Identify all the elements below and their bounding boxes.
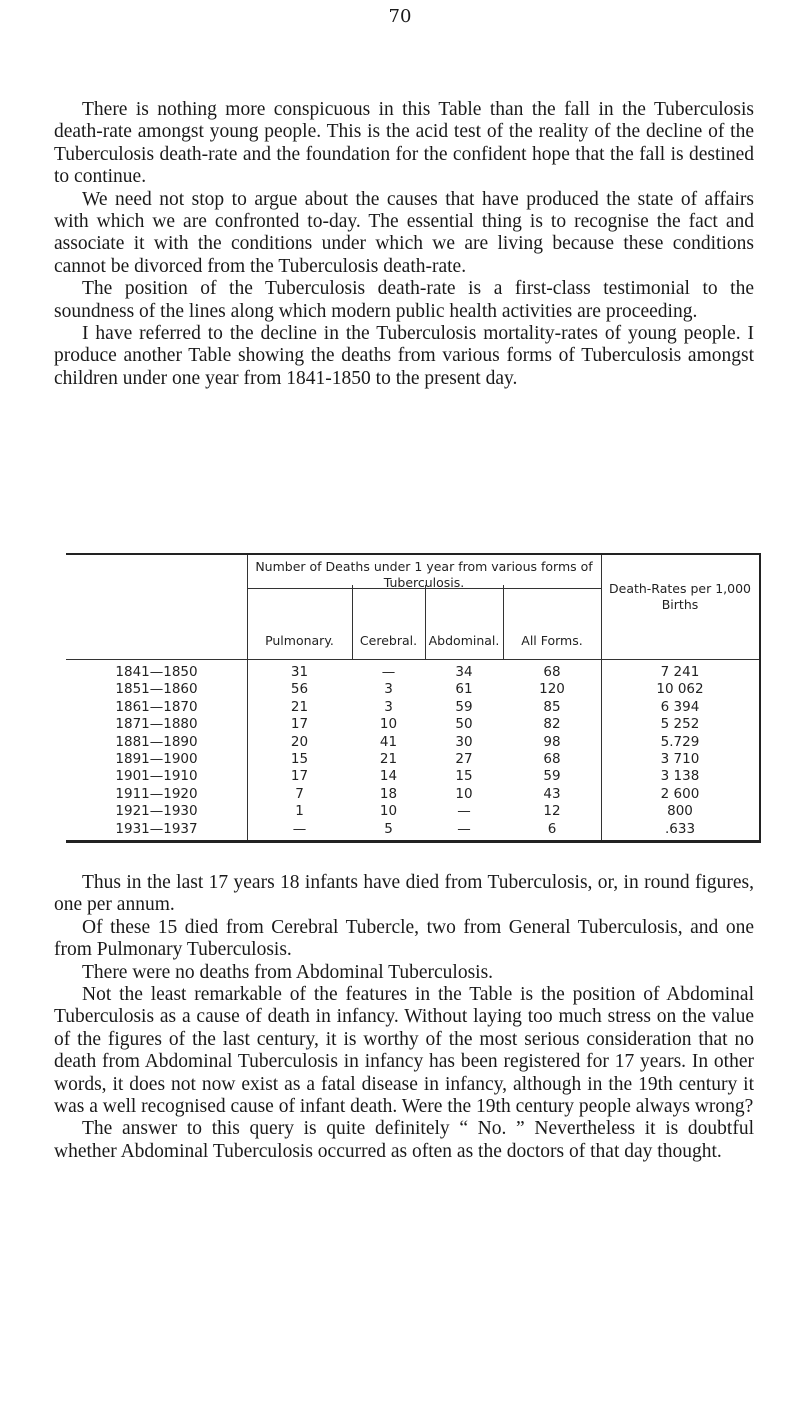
mortality-table bbox=[66, 553, 761, 843]
cerebral-cell: 3 bbox=[384, 681, 393, 698]
pulmonary-cell: 17 bbox=[290, 768, 309, 785]
column-header: Pulmonary. bbox=[265, 633, 334, 648]
all-forms-cell: 59 bbox=[543, 768, 561, 785]
period-cell: 1871—1880 bbox=[115, 716, 198, 733]
page-number: 70 bbox=[388, 6, 412, 27]
period-cell: 1931—1937 bbox=[115, 820, 198, 837]
death-rate-cell: .633 bbox=[664, 820, 696, 837]
period-cell: 1911—1920 bbox=[115, 785, 198, 802]
all-forms-cell: 120 bbox=[539, 681, 565, 698]
abdominal-cell: 50 bbox=[455, 716, 473, 733]
death-rate-cell: 2 600 bbox=[660, 785, 700, 802]
all-forms-cell: 68 bbox=[543, 664, 561, 680]
column-header: All Forms. bbox=[521, 633, 583, 648]
death-rate-cell: 3 138 bbox=[660, 768, 700, 785]
death-rate-cell: 6 394 bbox=[660, 698, 700, 715]
pulmonary-cell: 7 bbox=[295, 785, 304, 802]
pulmonary-cell: 17 bbox=[290, 716, 309, 733]
paragraph: There were no deaths from Abdominal Tuberculosis. bbox=[82, 961, 494, 983]
rate-header: Death-Rates per 1,000 Births bbox=[609, 581, 751, 612]
abdominal-cell: 27 bbox=[455, 751, 473, 767]
pulmonary-cell: 15 bbox=[290, 751, 309, 767]
paragraph: The position of the Tuberculosis death-rate is a first-class testimonial to the soundness of the lines along which modern public health activities are proceeding. bbox=[54, 278, 754, 322]
abdominal-cell: 10 bbox=[455, 785, 473, 802]
paragraph: I have referred to the decline in the Tuberculosis mortality-rates of young people. I produce another Table showing the deaths from various forms of Tuberculosis amongst children under one year from 1841-1850 to the present day. bbox=[54, 323, 754, 389]
paragraph: The answer to this query is quite definitely “ No. ” Nevertheless it is doubtful whether Abdominal Tuberculosis occurred as often as the doctors of that day thought. bbox=[54, 1118, 754, 1162]
paragraph: Thus in the last 17 years 18 infants have died from Tuberculosis, or, in round figures, one per annum. bbox=[54, 872, 754, 916]
abdominal-cell: 61 bbox=[455, 681, 473, 698]
all-forms-cell: 98 bbox=[543, 733, 561, 750]
death-rate-cell: 10 062 bbox=[656, 681, 704, 698]
cerebral-cell: 18 bbox=[379, 785, 398, 802]
column-header: Cerebral. bbox=[359, 633, 418, 648]
abdominal-cell: 15 bbox=[455, 768, 473, 785]
all-forms-cell: 68 bbox=[543, 751, 561, 767]
pulmonary-cell: 21 bbox=[290, 698, 309, 715]
death-rate-cell: 5 252 bbox=[660, 716, 700, 733]
all-forms-cell: 12 bbox=[543, 803, 561, 820]
abdominal-cell: — bbox=[457, 803, 471, 820]
death-rate-cell: 800 bbox=[667, 803, 693, 820]
cerebral-cell: 21 bbox=[379, 751, 398, 767]
death-rate-cell: 7 241 bbox=[660, 664, 700, 680]
pulmonary-cell: 20 bbox=[290, 733, 309, 750]
cerebral-cell: 3 bbox=[384, 698, 393, 715]
death-rate-cell: 5.729 bbox=[660, 733, 700, 750]
period-cell: 1851—1860 bbox=[115, 681, 198, 698]
pulmonary-cell: — bbox=[292, 820, 307, 837]
paragraph: We need not stop to argue about the causes that have produced the state of affairs with which we are confronted to-day. The essential thing is to recognise the fact and associate it with the conditions under which we are living because these conditions cannot be divorced from the Tuberculosis death-rate. bbox=[54, 188, 754, 277]
column-header: Abdominal. bbox=[428, 633, 500, 648]
cerebral-cell: — bbox=[381, 664, 396, 680]
group-header: Number of Deaths under 1 year from various forms of Tuberculosis. bbox=[255, 559, 593, 590]
paragraph: There is nothing more conspicuous in this Table than the fall in the Tuberculosis death-rate amongst young people. This is the acid test of the reality of the decline of the Tuberculosis death-rate and the foundation for the confident hope that the fall is destined to continue. bbox=[54, 99, 754, 188]
abdominal-cell: 59 bbox=[455, 698, 473, 715]
all-forms-cell: 85 bbox=[543, 698, 561, 715]
pulmonary-cell: 31 bbox=[290, 664, 309, 680]
cerebral-cell: 41 bbox=[379, 733, 398, 750]
all-forms-cell: 82 bbox=[543, 716, 561, 733]
cerebral-cell: 5 bbox=[384, 820, 393, 837]
abdominal-cell: 34 bbox=[455, 664, 473, 680]
paragraph: Not the least remarkable of the features in the Table is the position of Abdominal Tuberculosis as a cause of death in infancy. Without laying too much stress on the value of the figures of the last century, it is worthy of the most serious consideration that no death from Abdominal Tuberculosis in infancy has been registered for 17 years. In other words, it does not now exist as a fatal disease in infancy, although in the 19th century it was a well recognised cause of infant death. Were the 19th century people always wrong? bbox=[54, 984, 754, 1118]
all-forms-cell: 6 bbox=[547, 820, 557, 837]
cerebral-cell: 14 bbox=[379, 768, 398, 785]
all-forms-cell: 43 bbox=[543, 785, 561, 802]
period-cell: 1891—1900 bbox=[115, 751, 198, 767]
pulmonary-cell: 1 bbox=[295, 803, 304, 820]
period-cell: 1921—1930 bbox=[115, 803, 198, 820]
cerebral-cell: 10 bbox=[379, 716, 398, 733]
paragraph: Of these 15 died from Cerebral Tubercle, two from General Tuberculosis, and one from Pulmonary Tuberculosis. bbox=[54, 916, 754, 961]
abdominal-cell: — bbox=[457, 820, 471, 837]
period-cell: 1861—1870 bbox=[115, 698, 198, 715]
pulmonary-cell: 56 bbox=[290, 681, 309, 698]
cerebral-cell: 10 bbox=[379, 803, 398, 820]
period-cell: 1901—1910 bbox=[115, 768, 198, 785]
death-rate-cell: 3 710 bbox=[660, 751, 700, 767]
abdominal-cell: 30 bbox=[455, 733, 473, 750]
closing-text bbox=[54, 872, 754, 1163]
period-cell: 1841—1850 bbox=[115, 664, 198, 680]
period-cell: 1881—1890 bbox=[115, 733, 198, 750]
intro-text bbox=[54, 99, 754, 390]
